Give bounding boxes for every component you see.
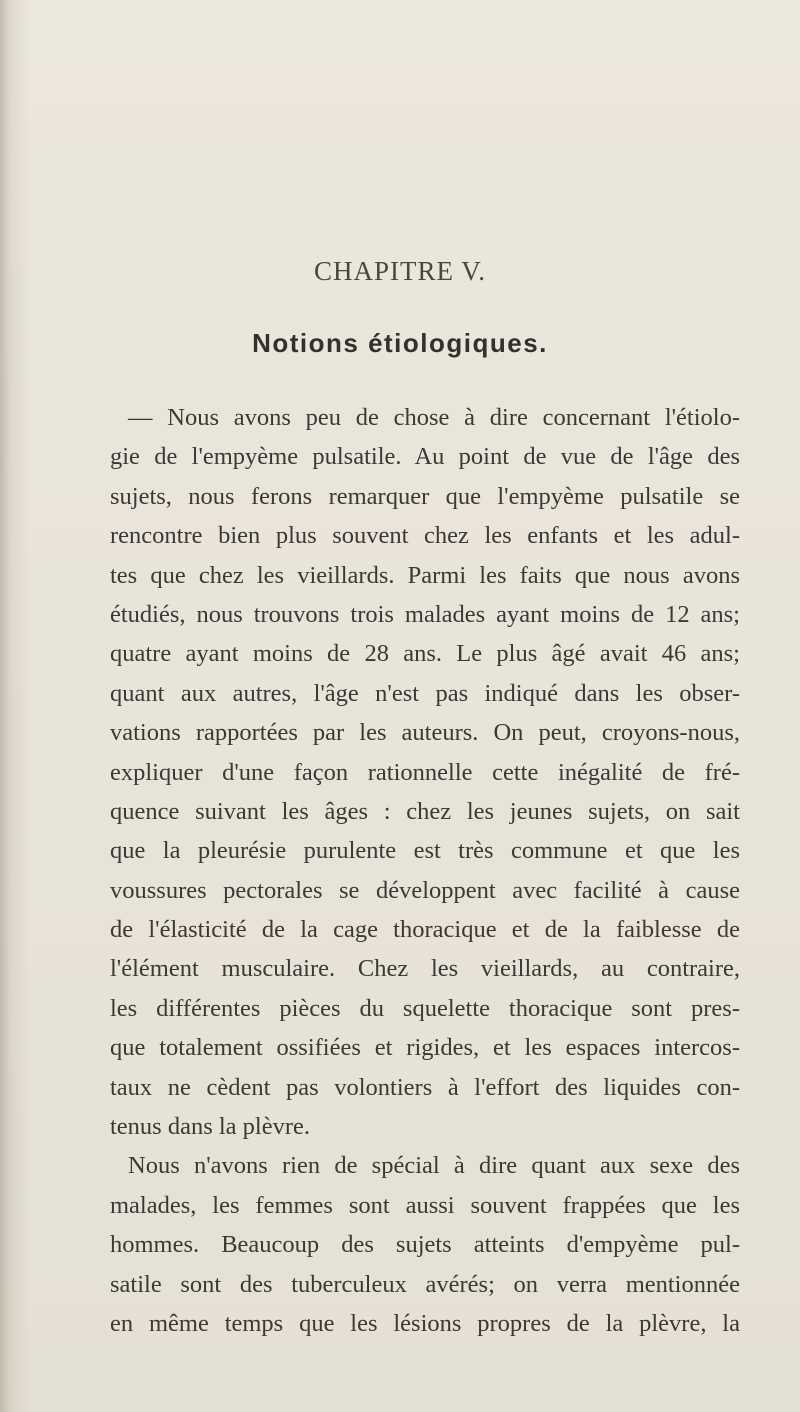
chapter-heading: CHAPITRE V. bbox=[313, 256, 487, 286]
text-line: de l'élasticité de la cage thoracique et de la faiblesse de bbox=[110, 916, 740, 944]
text-line: tenus dans la plèvre. bbox=[110, 1113, 311, 1141]
text-line: expliquer d'une façon rationnelle cette inégalité de fré- bbox=[110, 758, 740, 786]
text-line: que totalement ossifiées et rigides, et les espaces intercos- bbox=[110, 1034, 740, 1062]
body-text bbox=[110, 398, 740, 1343]
text-line: hommes. Beaucoup des sujets atteints d'empyème pul- bbox=[110, 1231, 740, 1259]
text-line: que la pleurésie purulente est très commune et que les bbox=[110, 837, 740, 865]
text-line: étudiés, nous trouvons trois malades ayant moins de 12 ans; bbox=[110, 600, 740, 628]
text-line: quence suivant les âges : chez les jeunes sujets, on sait bbox=[110, 797, 740, 825]
text-line: en même temps que les lésions propres de la plèvre, la bbox=[110, 1309, 740, 1337]
text-line: vations rapportées par les auteurs. On peut, croyons-nous, bbox=[110, 719, 740, 747]
text-line: voussures pectorales se développent avec facilité à cause bbox=[110, 876, 740, 904]
text-line: les différentes pièces du squelette thoracique sont pres- bbox=[110, 994, 740, 1022]
text-line: satile sont des tuberculeux avérés; on verra mentionnée bbox=[110, 1270, 740, 1298]
text-line: — Nous avons peu de chose à dire concernant l'étiolo- bbox=[128, 404, 740, 431]
text-line: Nous n'avons rien de spécial à dire quant aux sexe des bbox=[128, 1152, 740, 1180]
text-line: taux ne cèdent pas volontiers à l'effort des liquides con- bbox=[110, 1073, 740, 1101]
text-line: tes que chez les vieillards. Parmi les faits que nous avons bbox=[110, 561, 740, 589]
text-line: sujets, nous ferons remarquer que l'empyème pulsatile se bbox=[110, 482, 740, 510]
section-title: Notions étiologiques. bbox=[252, 328, 548, 358]
text-line: quatre ayant moins de 28 ans. Le plus âgé avait 46 ans; bbox=[110, 640, 740, 668]
text-line: quant aux autres, l'âge n'est pas indiqué dans les obser- bbox=[110, 679, 740, 707]
text-line: l'élément musculaire. Chez les vieillards, au contraire, bbox=[110, 955, 740, 983]
text-line: gie de l'empyème pulsatile. Au point de vue de l'âge des bbox=[110, 443, 740, 471]
text-line: rencontre bien plus souvent chez les enfants et les adul- bbox=[110, 522, 740, 550]
text-line: malades, les femmes sont aussi souvent frappées que les bbox=[110, 1191, 740, 1219]
